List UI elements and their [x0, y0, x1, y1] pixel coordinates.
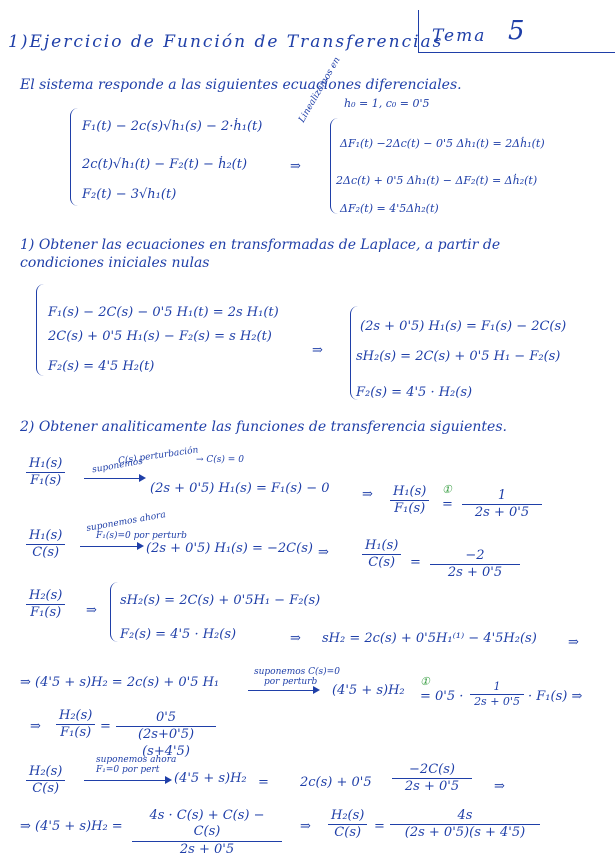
part1-eq1: F₁(s) − 2C(s) − 0'5 H₁(t) = 2s H₁(t): [48, 305, 279, 320]
eq-a: (2s + 0'5) H₁(s) = F₁(s) − 0: [150, 481, 330, 496]
brace-c: [110, 582, 119, 642]
line-c2c: = 0'5 ·: [420, 689, 464, 704]
note-d1: suponemos ahora: [96, 755, 177, 765]
linearized-brace: [330, 118, 339, 214]
arrow-c5: ⇒: [30, 719, 41, 734]
note-d2: F₁=0 por pert: [96, 765, 160, 775]
line-d2-frac: $\frac{4s \cdot C(s) + C(s) - C(s)}{2s + 0'5}$: [132, 808, 282, 858]
linearize-params: h₀ = 1, c₀ = 0'5: [344, 97, 430, 110]
tf-h1-f1-label: $\frac{\text{H₁(s)}}{\text{F₁(s)}}$: [26, 456, 65, 490]
linearized-eq3: ΔF₂(t) = 4'5Δh₂(t): [340, 202, 439, 215]
part1-eq3: F₂(s) = 4'5 H₂(t): [48, 359, 155, 374]
arrow-d2: ⇒: [494, 779, 505, 794]
note-a1: suponemos: [91, 456, 144, 476]
part1-res3: F₂(s) = 4'5 · H₂(s): [356, 385, 473, 400]
arrow-a: [84, 478, 144, 479]
intro-text: El sistema responde a las siguientes ecuaciones diferenciales.: [20, 77, 462, 93]
tf-h1-c-label: $\frac{\text{H₁(s)}}{C(s)}$: [26, 528, 65, 562]
tf-h2-c-value: $\frac{4s}{(2s + 0'5)(s + 4'5)}$: [390, 808, 540, 842]
tf-h2-c-label: $\frac{\text{H₂(s)}}{C(s)}$: [26, 764, 65, 798]
note-b2: F₁(s)=0 por perturb: [96, 531, 187, 541]
part1-eq2: 2C(s) + 0'5 H₁(s) − F₂(s) = s H₂(t): [48, 329, 272, 344]
tf-h2-f1-result: $\frac{\text{H₂(s)}}{\text{F₁(s)}}$: [56, 708, 95, 742]
page-title: 1)Ejercicio de Función de Transferencias: [8, 32, 444, 52]
part1-arrow: ⇒: [312, 343, 323, 358]
system-brace: [70, 108, 79, 206]
system-eq2: 2c(t)√h₁(t) − F₂(t) − ḣ₂(t): [82, 157, 248, 172]
line-c2-frac: $\frac{1}{2s + 0'5}$: [470, 680, 524, 709]
sys-c1: sH₂(s) = 2C(s) + 0'5H₁ − F₂(s): [120, 593, 321, 608]
line-c2b: (4'5 + s)H₂: [332, 683, 405, 698]
part1-res2: sH₂(s) = 2C(s) + 0'5 H₁ − F₂(s): [356, 349, 561, 364]
arrow-c2: ⇒: [290, 631, 301, 646]
tf-h2-f1-label: $\frac{\text{H₂(s)}}{\text{F₁(s)}}$: [26, 588, 65, 622]
tf-h1-f1-value: $\frac{1}{2s + 0'5}$: [462, 488, 542, 522]
res-c: sH₂ = 2c(s) + 0'5H₁⁽¹⁾ − 4'5H₂(s): [322, 631, 537, 646]
note-a2: C(s) perturbación: [117, 445, 199, 467]
tema-number: 5: [508, 16, 525, 46]
system-eq3: F₂(t) − 3√h₁(t): [82, 187, 177, 202]
equals-a: =: [442, 497, 453, 512]
equals-b: =: [410, 555, 421, 570]
check-mark-a: ①: [442, 483, 452, 496]
arrow-b: [80, 546, 142, 547]
part1-title-line2: condiciones iniciales nulas: [20, 255, 210, 271]
arrow-d3: ⇒: [300, 819, 311, 834]
arrow-c4: [248, 690, 318, 691]
linearize-note: Linealizamos en: [297, 55, 343, 125]
arrow-a2: ⇒: [362, 487, 373, 502]
eq-d2: 2c(s) + 0'5: [300, 775, 372, 790]
equals-c: =: [100, 719, 111, 734]
arrow-b2: ⇒: [318, 545, 329, 560]
equals-d1: =: [258, 775, 269, 790]
linearized-eq2: 2Δc(t) + 0'5 Δh₁(t) − ΔF₂(t) = Δḣ₂(t): [336, 174, 538, 187]
tf-h2-c-result: $\frac{\text{H₂(s)}}{C(s)}$: [328, 808, 367, 842]
tf-h2-f1-value: $\frac{0'5}{(2s+0'5)(s+4'5)}$: [116, 710, 216, 760]
implies-arrow: ⇒: [290, 159, 301, 174]
part1-res1: (2s + 0'5) H₁(s) = F₁(s) − 2C(s): [360, 319, 567, 334]
note-b1: suponemos ahora: [85, 510, 167, 534]
note-a3: → C(s) = 0: [196, 455, 244, 465]
system-eq1: F₁(t) − 2c(s)√h₁(s) − 2·ḣ₁(t): [82, 119, 263, 134]
tema-label: Tema: [432, 26, 487, 46]
equals-d2: =: [374, 819, 385, 834]
line-d2a: ⇒ (4'5 + s)H₂ =: [20, 819, 123, 834]
eq-d1: (4'5 + s)H₂: [174, 771, 247, 786]
arrow-c: ⇒: [86, 603, 97, 618]
note-c2: por perturb: [264, 677, 318, 687]
arrow-d: [84, 780, 170, 781]
sys-c2: F₂(s) = 4'5 · H₂(s): [120, 627, 237, 642]
arrow-c3: ⇒: [568, 635, 579, 650]
check-mark-c: ①: [420, 675, 430, 688]
eq-d-frac: $\frac{-2C(s)}{2s + 0'5}$: [392, 762, 472, 796]
part1-title-line1: 1) Obtener las ecuaciones en transformadas de Laplace, a partir de: [20, 237, 501, 253]
part2-title: 2) Obtener analiticamente las funciones de transferencia siguientes.: [20, 419, 507, 435]
tf-h1-f1-result: $\frac{\text{H₁(s)}}{\text{F₁(s)}}$: [390, 484, 429, 518]
part1-brace: [36, 284, 45, 376]
line-c2d: · F₁(s) ⇒: [528, 689, 583, 704]
line-c2: ⇒ (4'5 + s)H₂ = 2c(s) + 0'5 H₁: [20, 675, 220, 690]
eq-b: (2s + 0'5) H₁(s) = −2C(s): [146, 541, 313, 556]
tf-h1-c-value: $\frac{-2}{2s + 0'5}$: [430, 548, 520, 582]
tf-h1-c-result: $\frac{\text{H₁(s)}}{C(s)}$: [362, 538, 401, 572]
note-c1: suponemos C(s)=0: [254, 667, 340, 677]
linearized-eq1: ΔF₁(t) −2Δc(t) − 0'5 Δh₁(t) = 2Δḣ₁(t): [340, 137, 545, 150]
